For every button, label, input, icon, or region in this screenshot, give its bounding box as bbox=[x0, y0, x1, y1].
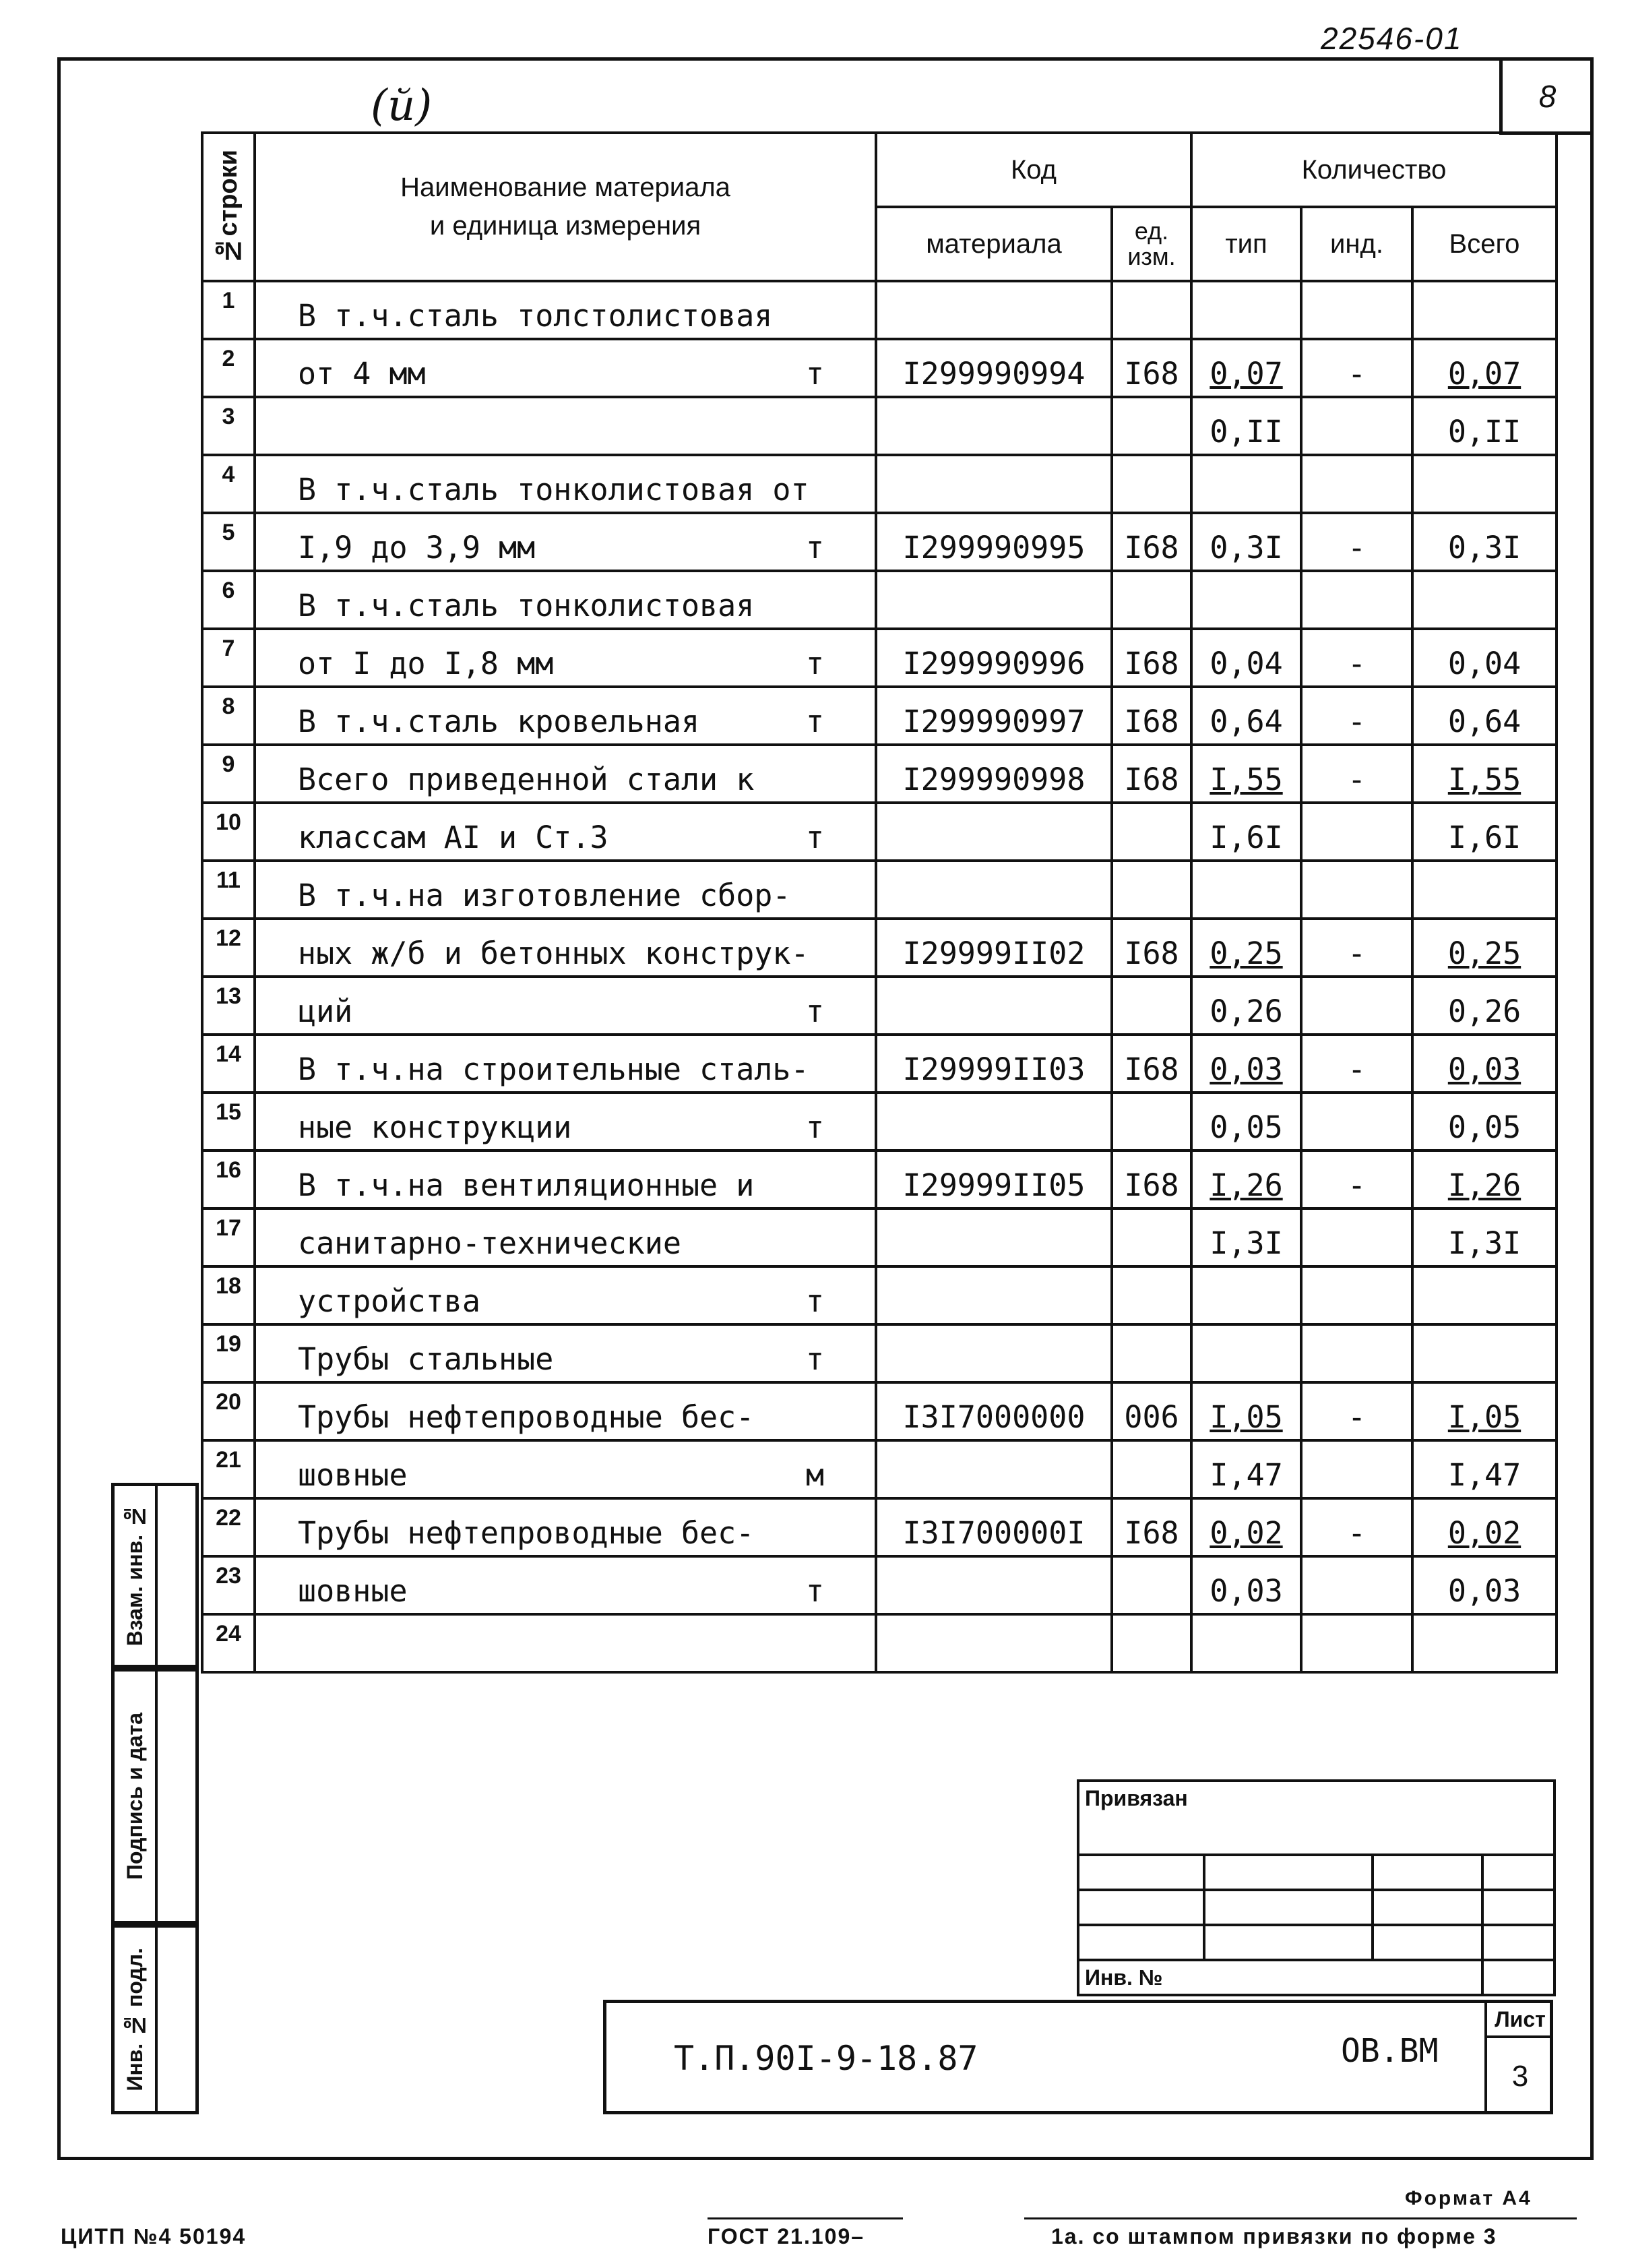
table-row bbox=[202, 1093, 1557, 1151]
row-number: 16 bbox=[202, 1151, 255, 1208]
row-number: 18 bbox=[202, 1266, 255, 1324]
binding-stamp bbox=[1077, 1779, 1556, 1996]
material-name: Трубы нефтепроводные бес- bbox=[255, 1498, 876, 1556]
qty-typ: 0,26 bbox=[1191, 977, 1301, 1035]
material-name: Трубы нефтепроводные бес- bbox=[255, 1382, 876, 1440]
qty-ind: - bbox=[1301, 513, 1412, 571]
material-name: Трубы стальные т bbox=[255, 1324, 876, 1382]
unit-code: 006 bbox=[1112, 1382, 1191, 1440]
qty-typ: 0,04 bbox=[1191, 629, 1301, 687]
material-code: I299990996 bbox=[876, 629, 1112, 687]
qty-total: 0,04 bbox=[1412, 629, 1557, 687]
code-header: Код bbox=[876, 133, 1191, 207]
unit-code: I68 bbox=[1112, 919, 1191, 977]
material-code: I3I700000I bbox=[876, 1498, 1112, 1556]
qty-typ: 0,II bbox=[1191, 397, 1301, 455]
row-number: 19 bbox=[202, 1324, 255, 1382]
qty-ind: - bbox=[1301, 919, 1412, 977]
footer-right: 1а. со штампом привязки по форме 3 bbox=[1051, 2224, 1497, 2248]
qty-ind bbox=[1301, 1324, 1412, 1382]
table-row bbox=[202, 803, 1557, 861]
material-name: В т.ч.на строительные сталь- bbox=[255, 1035, 876, 1093]
material-code bbox=[876, 1614, 1112, 1672]
unit-code bbox=[1112, 977, 1191, 1035]
material-code: I299990995 bbox=[876, 513, 1112, 571]
table-row bbox=[202, 1382, 1557, 1440]
qty-typ bbox=[1191, 281, 1301, 339]
qty-ind bbox=[1301, 1614, 1412, 1672]
sheet-label: Лист bbox=[1484, 2003, 1553, 2038]
qty-total: 0,3I bbox=[1412, 513, 1557, 571]
code-material-header: материала bbox=[876, 207, 1112, 281]
qty-ind bbox=[1301, 1208, 1412, 1266]
footer-line-right bbox=[1024, 2217, 1577, 2219]
material-code: I3I7000000 bbox=[876, 1382, 1112, 1440]
table-row bbox=[202, 1556, 1557, 1614]
unit-code bbox=[1112, 281, 1191, 339]
qty-total: 0,07 bbox=[1412, 339, 1557, 397]
material-name: санитарно-технические bbox=[255, 1208, 876, 1266]
material-name: В т.ч.сталь толстолистовая bbox=[255, 281, 876, 339]
unit-code bbox=[1112, 571, 1191, 629]
qty-typ: I,55 bbox=[1191, 745, 1301, 803]
material-name: от 4 мм т bbox=[255, 339, 876, 397]
unit-code bbox=[1112, 1208, 1191, 1266]
qty-total: I,05 bbox=[1412, 1382, 1557, 1440]
unit-code: I68 bbox=[1112, 1151, 1191, 1208]
row-number: 21 bbox=[202, 1440, 255, 1498]
material-name: В т.ч.на изготовление сбор- bbox=[255, 861, 876, 919]
qty-typ bbox=[1191, 1614, 1301, 1672]
row-number: 15 bbox=[202, 1093, 255, 1151]
binding-stamp-inv: Инв. № bbox=[1078, 1960, 1482, 1995]
unit-code bbox=[1112, 1324, 1191, 1382]
materials-table bbox=[201, 131, 1558, 1674]
table-row bbox=[202, 571, 1557, 629]
unit-code bbox=[1112, 397, 1191, 455]
material-name: шовные м bbox=[255, 1440, 876, 1498]
material-code: I299990997 bbox=[876, 687, 1112, 745]
material-code bbox=[876, 1093, 1112, 1151]
unit-label: т bbox=[805, 993, 824, 1029]
unit-code: I68 bbox=[1112, 629, 1191, 687]
material-code bbox=[876, 803, 1112, 861]
unit-header: ед. изм. bbox=[1112, 207, 1191, 281]
qty-total-header: Всего bbox=[1412, 207, 1557, 281]
qty-ind bbox=[1301, 281, 1412, 339]
project-designation: Т.П.90I-9-18.87 bbox=[674, 2039, 978, 2078]
signature-date-label: Подпись и дата bbox=[122, 1713, 147, 1880]
unit-code: I68 bbox=[1112, 513, 1191, 571]
unit-code: I68 bbox=[1112, 687, 1191, 745]
material-name: I,9 до 3,9 мм т bbox=[255, 513, 876, 571]
qty-ind: - bbox=[1301, 1382, 1412, 1440]
material-code bbox=[876, 397, 1112, 455]
table-row bbox=[202, 455, 1557, 513]
qty-typ: I,47 bbox=[1191, 1440, 1301, 1498]
material-code bbox=[876, 1556, 1112, 1614]
material-name bbox=[255, 397, 876, 455]
row-number: 5 bbox=[202, 513, 255, 571]
replacement-inv-block bbox=[111, 1483, 199, 1668]
row-number: 3 bbox=[202, 397, 255, 455]
material-name: В т.ч.на вентиляционные и bbox=[255, 1151, 876, 1208]
table-row bbox=[202, 745, 1557, 803]
unit-label: т bbox=[805, 356, 824, 392]
section-code: ОВ.ВМ bbox=[1341, 2032, 1439, 2070]
material-code bbox=[876, 1208, 1112, 1266]
qty-total bbox=[1412, 1614, 1557, 1672]
qty-total bbox=[1412, 1324, 1557, 1382]
qty-ind bbox=[1301, 803, 1412, 861]
qty-ind bbox=[1301, 455, 1412, 513]
footer-left: ЦИТП №4 50194 bbox=[61, 2224, 247, 2248]
unit-label: т bbox=[805, 820, 824, 855]
qty-total: 0,64 bbox=[1412, 687, 1557, 745]
qty-ind: - bbox=[1301, 1498, 1412, 1556]
qty-total: I,47 bbox=[1412, 1440, 1557, 1498]
row-number: 12 bbox=[202, 919, 255, 977]
material-code: I29999II05 bbox=[876, 1151, 1112, 1208]
qty-typ: I,6I bbox=[1191, 803, 1301, 861]
qty-total: 0,03 bbox=[1412, 1035, 1557, 1093]
table-row bbox=[202, 397, 1557, 455]
material-name: ных ж/б и бетонных конструк- bbox=[255, 919, 876, 977]
qty-total bbox=[1412, 455, 1557, 513]
material-name: В т.ч.сталь тонколистовая bbox=[255, 571, 876, 629]
table-row bbox=[202, 861, 1557, 919]
table-row bbox=[202, 1208, 1557, 1266]
material-code bbox=[876, 977, 1112, 1035]
material-name: В т.ч.сталь тонколистовая от bbox=[255, 455, 876, 513]
material-name bbox=[255, 1614, 876, 1672]
table-row bbox=[202, 1440, 1557, 1498]
qty-total: 0,02 bbox=[1412, 1498, 1557, 1556]
unit-code bbox=[1112, 1556, 1191, 1614]
material-code bbox=[876, 455, 1112, 513]
material-code bbox=[876, 1266, 1112, 1324]
unit-label: т bbox=[805, 646, 824, 681]
unit-code bbox=[1112, 1440, 1191, 1498]
row-number: 2 bbox=[202, 339, 255, 397]
row-number: 6 bbox=[202, 571, 255, 629]
qty-ind bbox=[1301, 1266, 1412, 1324]
row-number: 13 bbox=[202, 977, 255, 1035]
material-code: I29999II03 bbox=[876, 1035, 1112, 1093]
table-row bbox=[202, 977, 1557, 1035]
qty-typ: 0,02 bbox=[1191, 1498, 1301, 1556]
qty-ind bbox=[1301, 397, 1412, 455]
material-code: I299990998 bbox=[876, 745, 1112, 803]
material-code bbox=[876, 1324, 1112, 1382]
qty-total bbox=[1412, 571, 1557, 629]
name-header bbox=[255, 133, 876, 281]
unit-label: т bbox=[805, 530, 824, 565]
material-name: ные конструкции т bbox=[255, 1093, 876, 1151]
table-row bbox=[202, 1498, 1557, 1556]
qty-typ bbox=[1191, 571, 1301, 629]
qty-typ: I,05 bbox=[1191, 1382, 1301, 1440]
qty-ind: - bbox=[1301, 339, 1412, 397]
row-number-header: №строки bbox=[202, 133, 255, 281]
table-row bbox=[202, 1035, 1557, 1093]
qty-total: 0,03 bbox=[1412, 1556, 1557, 1614]
row-number: 23 bbox=[202, 1556, 255, 1614]
signature-date-block bbox=[111, 1668, 199, 1924]
qty-total: 0,05 bbox=[1412, 1093, 1557, 1151]
table-row bbox=[202, 1324, 1557, 1382]
table-row bbox=[202, 629, 1557, 687]
unit-label: т bbox=[805, 1283, 824, 1319]
qty-total: 0,II bbox=[1412, 397, 1557, 455]
sheet-number: 8 bbox=[1499, 61, 1592, 135]
qty-total: I,3I bbox=[1412, 1208, 1557, 1266]
material-code bbox=[876, 281, 1112, 339]
row-number: 17 bbox=[202, 1208, 255, 1266]
qty-ind: - bbox=[1301, 745, 1412, 803]
qty-typ: 0,03 bbox=[1191, 1556, 1301, 1614]
handwritten-mark: (й) bbox=[371, 81, 433, 131]
footer-line-mid bbox=[708, 2217, 903, 2219]
qty-ind bbox=[1301, 977, 1412, 1035]
binding-stamp-title: Привязан bbox=[1078, 1781, 1555, 1855]
qty-typ bbox=[1191, 455, 1301, 513]
unit-code bbox=[1112, 1614, 1191, 1672]
qty-ind bbox=[1301, 861, 1412, 919]
qty-typ: 0,03 bbox=[1191, 1035, 1301, 1093]
quantity-header: Количество bbox=[1191, 133, 1557, 207]
table-row bbox=[202, 339, 1557, 397]
qty-ind bbox=[1301, 1556, 1412, 1614]
unit-label: т bbox=[805, 704, 824, 739]
table-row bbox=[202, 281, 1557, 339]
row-number: 10 bbox=[202, 803, 255, 861]
table-row bbox=[202, 1266, 1557, 1324]
material-name: от I до I,8 мм т bbox=[255, 629, 876, 687]
qty-total: 0,25 bbox=[1412, 919, 1557, 977]
replacement-inv-label: Взам. инв. № bbox=[122, 1504, 147, 1647]
qty-ind bbox=[1301, 1440, 1412, 1498]
qty-ind: - bbox=[1301, 1035, 1412, 1093]
qty-ind bbox=[1301, 571, 1412, 629]
material-code bbox=[876, 861, 1112, 919]
material-name: классам АI и Ст.3 т bbox=[255, 803, 876, 861]
qty-typ: 0,05 bbox=[1191, 1093, 1301, 1151]
table-row bbox=[202, 513, 1557, 571]
unit-code: I68 bbox=[1112, 1498, 1191, 1556]
qty-ind: - bbox=[1301, 687, 1412, 745]
unit-label: т bbox=[805, 1109, 824, 1145]
qty-typ: 0,07 bbox=[1191, 339, 1301, 397]
unit-label: т bbox=[805, 1573, 824, 1609]
material-name: устройства т bbox=[255, 1266, 876, 1324]
row-number: 4 bbox=[202, 455, 255, 513]
qty-total: 0,26 bbox=[1412, 977, 1557, 1035]
row-number: 7 bbox=[202, 629, 255, 687]
table-row bbox=[202, 1151, 1557, 1208]
row-number: 14 bbox=[202, 1035, 255, 1093]
table-row bbox=[202, 919, 1557, 977]
qty-typ: 0,3I bbox=[1191, 513, 1301, 571]
material-code: I299990994 bbox=[876, 339, 1112, 397]
name-header-line1: Наименование материала bbox=[400, 173, 730, 202]
qty-ind bbox=[1301, 1093, 1412, 1151]
qty-total bbox=[1412, 861, 1557, 919]
row-number: 9 bbox=[202, 745, 255, 803]
row-number: 8 bbox=[202, 687, 255, 745]
qty-typ: I,3I bbox=[1191, 1208, 1301, 1266]
material-code bbox=[876, 571, 1112, 629]
qty-total: I,55 bbox=[1412, 745, 1557, 803]
unit-code bbox=[1112, 1093, 1191, 1151]
unit-label: м bbox=[805, 1457, 824, 1493]
qty-ind-header: инд. bbox=[1301, 207, 1412, 281]
unit-code: I68 bbox=[1112, 339, 1191, 397]
name-header-line2: и единица измерения bbox=[429, 211, 701, 241]
row-number: 22 bbox=[202, 1498, 255, 1556]
original-inv-block bbox=[111, 1924, 199, 2114]
original-inv-label: Инв. № подл. bbox=[122, 1947, 147, 2091]
qty-typ bbox=[1191, 1324, 1301, 1382]
unit-label: т bbox=[805, 1341, 824, 1377]
table-row bbox=[202, 687, 1557, 745]
row-number: 20 bbox=[202, 1382, 255, 1440]
sheet-no: 3 bbox=[1484, 2038, 1553, 2114]
material-name: Всего приведенной стали к bbox=[255, 745, 876, 803]
qty-typ: I,26 bbox=[1191, 1151, 1301, 1208]
table-row bbox=[202, 1614, 1557, 1672]
qty-typ bbox=[1191, 861, 1301, 919]
qty-total bbox=[1412, 281, 1557, 339]
row-number: 11 bbox=[202, 861, 255, 919]
material-name: ций т bbox=[255, 977, 876, 1035]
row-number: 1 bbox=[202, 281, 255, 339]
footer-gost: ГОСТ 21.109– bbox=[708, 2224, 865, 2248]
unit-code: I68 bbox=[1112, 745, 1191, 803]
qty-ind: - bbox=[1301, 1151, 1412, 1208]
qty-typ bbox=[1191, 1266, 1301, 1324]
unit-code bbox=[1112, 455, 1191, 513]
material-name: шовные т bbox=[255, 1556, 876, 1614]
unit-code: I68 bbox=[1112, 1035, 1191, 1093]
material-code bbox=[876, 1440, 1112, 1498]
material-code: I29999II02 bbox=[876, 919, 1112, 977]
format-label: Формат А4 bbox=[1405, 2187, 1532, 2209]
qty-ind: - bbox=[1301, 629, 1412, 687]
unit-code bbox=[1112, 803, 1191, 861]
document-code: 22546-01 bbox=[1321, 21, 1463, 56]
unit-code bbox=[1112, 1266, 1191, 1324]
qty-typ: 0,64 bbox=[1191, 687, 1301, 745]
qty-total bbox=[1412, 1266, 1557, 1324]
material-name: В т.ч.сталь кровельная т bbox=[255, 687, 876, 745]
qty-typ: 0,25 bbox=[1191, 919, 1301, 977]
row-number: 24 bbox=[202, 1614, 255, 1672]
qty-total: I,26 bbox=[1412, 1151, 1557, 1208]
qty-total: I,6I bbox=[1412, 803, 1557, 861]
qty-typ-header: тип bbox=[1191, 207, 1301, 281]
unit-code bbox=[1112, 861, 1191, 919]
